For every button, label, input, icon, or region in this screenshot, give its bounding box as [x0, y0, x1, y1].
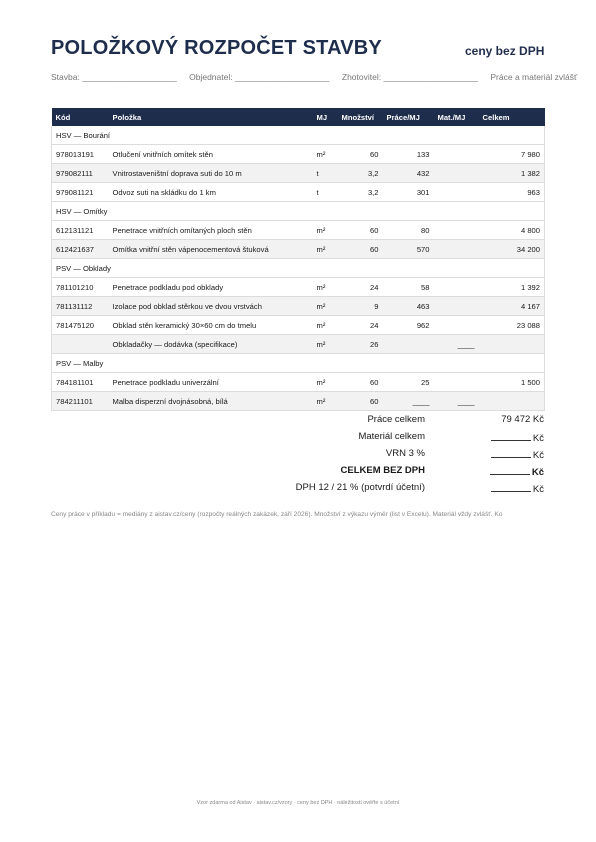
cell-code: 979081121: [52, 183, 109, 202]
table-row: [52, 240, 545, 259]
cell-item: Obkladačky — dodávka (specifikace): [109, 335, 313, 354]
cell-work-price: 58: [383, 278, 434, 297]
cell-material-price: [434, 373, 479, 392]
cell-code: 612131121: [52, 221, 109, 240]
cell-quantity: 24: [338, 316, 383, 335]
meta-stavba: Stavba: ____________________: [51, 72, 177, 82]
project-meta-line: [51, 72, 596, 82]
summary-value-text: Kč: [531, 467, 544, 478]
table-row: [52, 164, 545, 183]
cell-quantity: 60: [338, 221, 383, 240]
cell-code: 612421637: [52, 240, 109, 259]
summary-label: Práce celkem: [367, 414, 425, 425]
cell-item: Omítka vnitřní stěn vápenocementová štuková: [109, 240, 313, 259]
summary-value: [484, 448, 544, 461]
summary-value-text: Kč: [532, 450, 544, 461]
table-row: [52, 297, 545, 316]
col-header-item: Položka: [109, 108, 313, 126]
summary-block: [0, 414, 596, 499]
section-label: HSV — Bourání: [52, 126, 545, 145]
cell-material-price: [434, 240, 479, 259]
col-header-total: Celkem: [479, 108, 545, 126]
table-row: [52, 145, 545, 164]
summary-value-text: Kč: [532, 484, 544, 495]
summary-value: [484, 414, 544, 425]
section-row: [52, 202, 545, 221]
price-source-note: Ceny práce v příkladu = mediány z aistav.cz/ceny (rozpočty reálných zakázek, září 2026). Množství z výkazu výměr (list v Excelu). Materiál vždy zvlášť. Ko: [51, 511, 503, 518]
cell-unit: m²: [313, 240, 338, 259]
summary-value-text: Kč: [532, 433, 544, 444]
table-row: [52, 373, 545, 392]
cell-quantity: 60: [338, 392, 383, 411]
cell-code: [52, 335, 109, 354]
cell-item: Odvoz suti na skládku do 1 km: [109, 183, 313, 202]
summary-label: CELKEM BEZ DPH: [340, 465, 425, 476]
cell-quantity: 60: [338, 240, 383, 259]
cell-code: 781475120: [52, 316, 109, 335]
col-header-material-price: Mat./MJ: [434, 108, 479, 126]
summary-value: [484, 482, 544, 495]
section-row: [52, 354, 545, 373]
table-row: [52, 278, 545, 297]
cell-code: 781101210: [52, 278, 109, 297]
cell-work-price: 570: [383, 240, 434, 259]
cell-item: Otlučení vnitřních omítek stěn: [109, 145, 313, 164]
section-row: [52, 259, 545, 278]
summary-row: [0, 448, 596, 465]
meta-objednatel: Objednatel: ____________________: [189, 72, 330, 82]
summary-label: DPH 12 / 21 % (potvrdí účetní): [295, 482, 425, 493]
cell-unit: m²: [313, 392, 338, 411]
cell-total: [479, 392, 545, 411]
summary-value: [484, 465, 544, 478]
cell-material-price: [434, 278, 479, 297]
cell-quantity: 3,2: [338, 183, 383, 202]
cell-item: Malba disperzní dvojnásobná, bílá: [109, 392, 313, 411]
cell-unit: t: [313, 164, 338, 183]
summary-label: Materiál celkem: [358, 431, 425, 442]
cell-work-price: [383, 335, 434, 354]
summary-row: [0, 482, 596, 499]
summary-row: [0, 465, 596, 482]
cell-item: Penetrace vnitřních omítaných ploch stěn: [109, 221, 313, 240]
cell-total: 7 980: [479, 145, 545, 164]
cell-total: [479, 335, 545, 354]
cell-unit: m²: [313, 316, 338, 335]
cell-item: Vnitrostaveništní doprava suti do 10 m: [109, 164, 313, 183]
budget-table: [51, 108, 545, 411]
cell-item: Obklad stěn keramický 30×60 cm do tmelu: [109, 316, 313, 335]
cell-total: 4 800: [479, 221, 545, 240]
summary-value: [484, 431, 544, 444]
meta-price-mode: Práce a materiál zvlášť: [490, 72, 578, 82]
cell-total: 4 167: [479, 297, 545, 316]
cell-quantity: 26: [338, 335, 383, 354]
cell-material-price: ____: [434, 335, 479, 354]
cell-total: 1 500: [479, 373, 545, 392]
table-row: [52, 221, 545, 240]
cell-material-price: [434, 164, 479, 183]
cell-material-price: [434, 316, 479, 335]
price-note-subtitle: ceny bez DPH: [465, 44, 545, 58]
cell-code: 784211101: [52, 392, 109, 411]
cell-item: Penetrace podkladu univerzální: [109, 373, 313, 392]
fill-in-blank: [491, 431, 531, 441]
cell-total: 1 392: [479, 278, 545, 297]
table-row: [52, 335, 545, 354]
section-label: PSV — Malby: [52, 354, 545, 373]
cell-quantity: 24: [338, 278, 383, 297]
cell-material-price: ____: [434, 392, 479, 411]
table-header-row: [52, 108, 545, 126]
table-row: [52, 316, 545, 335]
cell-work-price: 962: [383, 316, 434, 335]
cell-unit: m²: [313, 297, 338, 316]
cell-work-price: 432: [383, 164, 434, 183]
table-row: [52, 183, 545, 202]
col-header-unit: MJ: [313, 108, 338, 126]
cell-total: 963: [479, 183, 545, 202]
cell-material-price: [434, 221, 479, 240]
section-label: PSV — Obklady: [52, 259, 545, 278]
col-header-code: Kód: [52, 108, 109, 126]
cell-work-price: ____: [383, 392, 434, 411]
cell-unit: m²: [313, 335, 338, 354]
fill-in-blank: [490, 465, 530, 475]
cell-item: Penetrace podkladu pod obklady: [109, 278, 313, 297]
section-row: [52, 126, 545, 145]
meta-zhotovitel: Zhotovitel: ____________________: [341, 72, 478, 82]
cell-unit: m²: [313, 221, 338, 240]
section-label: HSV — Omítky: [52, 202, 545, 221]
cell-code: 978013191: [52, 145, 109, 164]
cell-unit: m²: [313, 145, 338, 164]
fill-in-blank: [491, 448, 531, 458]
cell-work-price: 133: [383, 145, 434, 164]
cell-work-price: 80: [383, 221, 434, 240]
summary-row: [0, 431, 596, 448]
cell-work-price: 301: [383, 183, 434, 202]
cell-quantity: 9: [338, 297, 383, 316]
cell-quantity: 60: [338, 373, 383, 392]
cell-work-price: 25: [383, 373, 434, 392]
cell-quantity: 60: [338, 145, 383, 164]
summary-value-text: 79 472 Kč: [501, 414, 544, 425]
table-row: [52, 392, 545, 411]
cell-code: 979082111: [52, 164, 109, 183]
cell-unit: m²: [313, 373, 338, 392]
cell-unit: t: [313, 183, 338, 202]
cell-code: 784181101: [52, 373, 109, 392]
cell-unit: m²: [313, 278, 338, 297]
fill-in-blank: [491, 482, 531, 492]
document-title: POLOŽKOVÝ ROZPOČET STAVBY: [51, 37, 382, 59]
cell-code: 781131112: [52, 297, 109, 316]
cell-total: 34 200: [479, 240, 545, 259]
col-header-work-price: Práce/MJ: [383, 108, 434, 126]
cell-item: Izolace pod obklad stěrkou ve dvou vrstvách: [109, 297, 313, 316]
cell-total: 23 088: [479, 316, 545, 335]
cell-material-price: [434, 297, 479, 316]
col-header-quantity: Množství: [338, 108, 383, 126]
cell-total: 1 382: [479, 164, 545, 183]
cell-material-price: [434, 183, 479, 202]
page-footer: Vzor zdarma od Aistav · aistav.cz/vzory · ceny bez DPH · náležitosti ověřte s účetní: [196, 800, 400, 806]
cell-work-price: 463: [383, 297, 434, 316]
summary-row: [0, 414, 596, 431]
summary-label: VRN 3 %: [385, 448, 425, 459]
cell-quantity: 3,2: [338, 164, 383, 183]
cell-material-price: [434, 145, 479, 164]
